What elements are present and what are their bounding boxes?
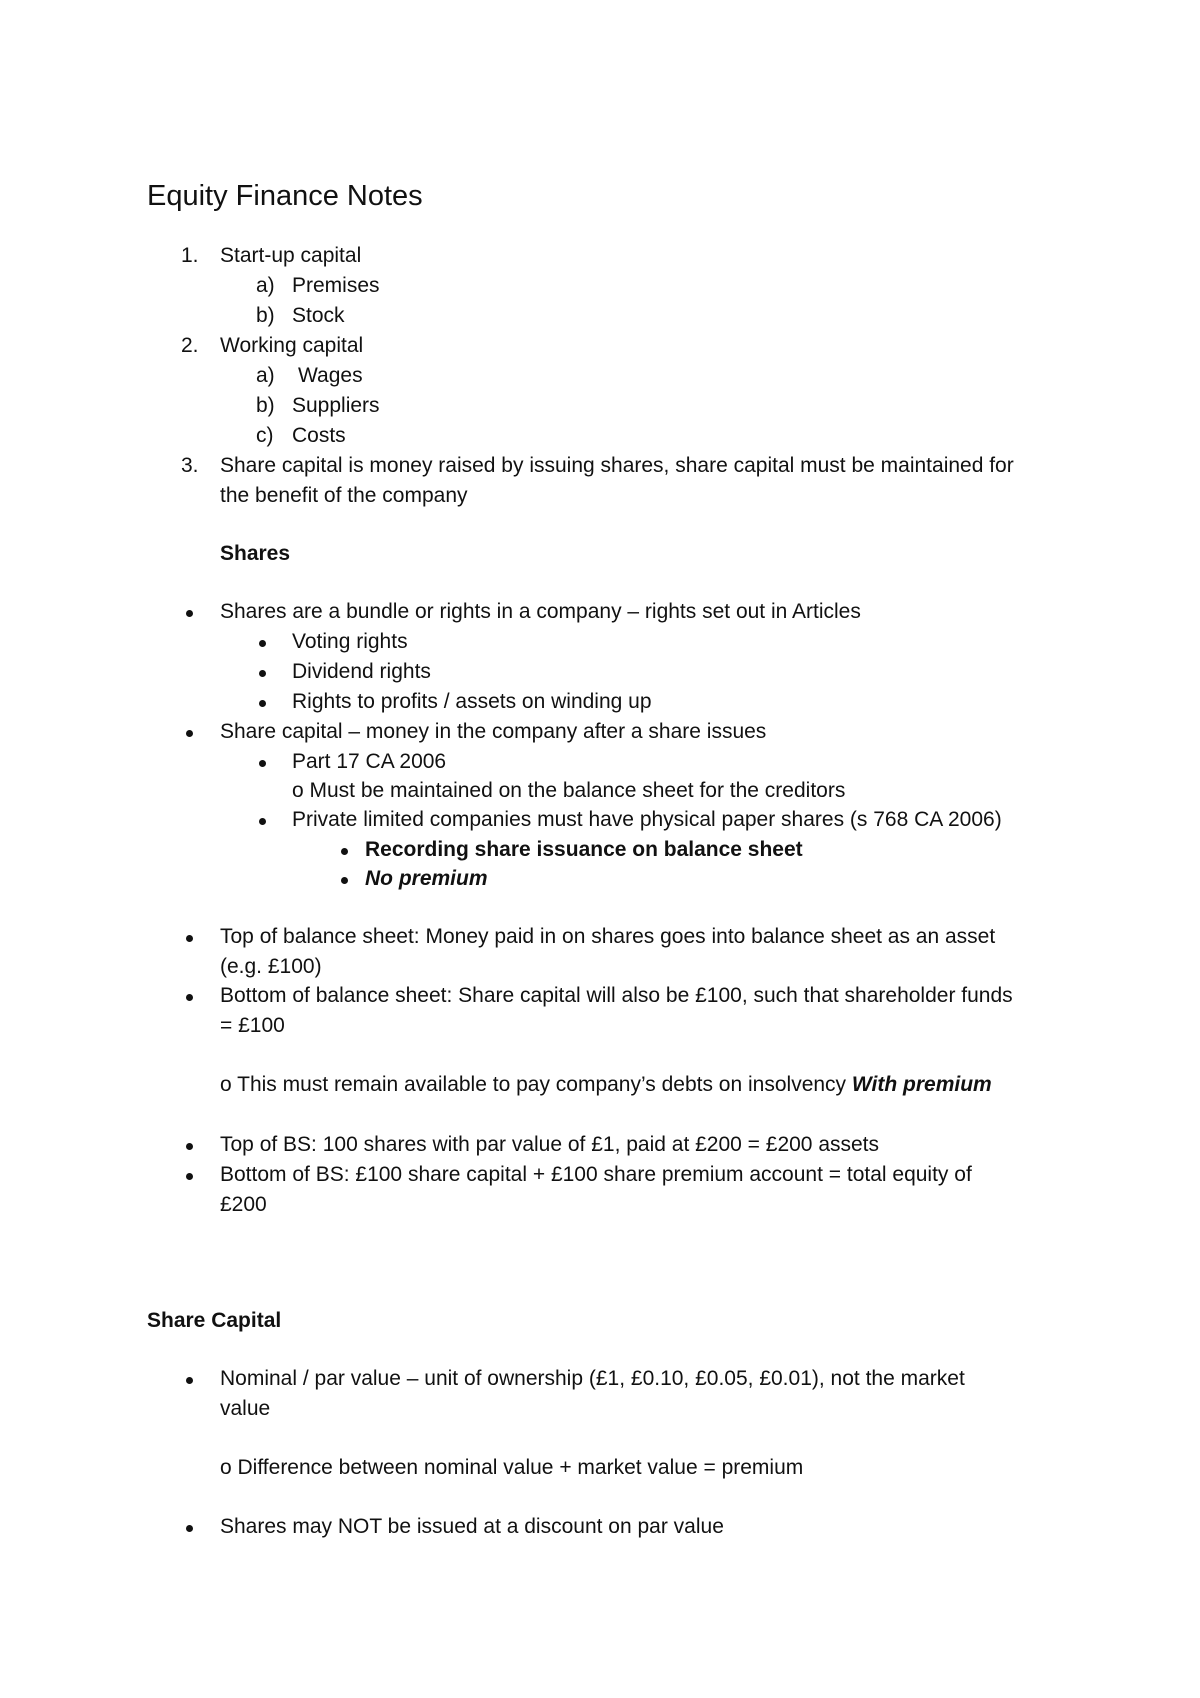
list-item: Private limited companies must have physical paper shares (s 768 CA 2006)	[292, 808, 1002, 831]
list-item: Bottom of BS: £100 share capital + £100 share premium account = total equity of	[220, 1163, 972, 1186]
list-item-continuation: the benefit of the company	[220, 484, 468, 507]
list-marker: 1.	[181, 244, 199, 267]
list-item-continuation: (e.g. £100)	[220, 955, 322, 978]
list-item-continuation: £200	[220, 1193, 267, 1216]
bullet-icon	[259, 640, 266, 647]
list-item: Wages	[298, 364, 363, 387]
list-item: Start-up capital	[220, 244, 362, 267]
bullet-icon	[186, 1173, 193, 1180]
list-item: Part 17 CA 2006	[292, 750, 447, 773]
list-item: Voting rights	[292, 630, 408, 653]
list-item: Shares may NOT be issued at a discount on par value	[220, 1515, 724, 1538]
sub-item: o Difference between nominal value + market value = premium	[220, 1456, 804, 1479]
list-marker: 3.	[181, 454, 199, 477]
list-item-continuation: value	[220, 1397, 271, 1420]
bullet-icon	[186, 1143, 193, 1150]
list-item: Rights to profits / assets on winding up	[292, 690, 652, 713]
list-marker: b)	[256, 394, 275, 417]
list-item-continuation: = £100	[220, 1014, 285, 1037]
list-item: Bottom of balance sheet: Share capital will also be £100, such that shareholder funds	[220, 984, 1013, 1007]
bullet-icon	[186, 730, 193, 737]
list-item: No premium	[365, 867, 488, 890]
list-item: Nominal / par value – unit of ownership (£1, £0.10, £0.05, £0.01), not the market	[220, 1367, 965, 1390]
bullet-icon	[186, 1377, 193, 1384]
sub-item: o Must be maintained on the balance sheet for the creditors	[292, 779, 846, 802]
list-item: Shares are a bundle or rights in a company – rights set out in Articles	[220, 600, 861, 623]
list-item: Premises	[292, 274, 380, 297]
bullet-icon	[186, 935, 193, 942]
list-item: Share capital is money raised by issuing shares, share capital must be maintained for	[220, 454, 1014, 477]
section-heading-share-capital: Share Capital	[147, 1309, 282, 1332]
bullet-icon	[259, 818, 266, 825]
list-item: Stock	[292, 304, 345, 327]
bullet-icon	[186, 1525, 193, 1532]
list-item: Top of BS: 100 shares with par value of £1, paid at £200 = £200 assets	[220, 1133, 880, 1156]
list-marker: c)	[256, 424, 274, 447]
sub-item	[220, 1070, 992, 1100]
note-emphasis: With premium	[851, 1073, 992, 1096]
list-item: Working capital	[220, 334, 364, 357]
list-item: Recording share issuance on balance sheet	[365, 838, 803, 861]
bullet-icon	[259, 700, 266, 707]
list-item: Costs	[292, 424, 346, 447]
list-marker: b)	[256, 304, 275, 327]
bullet-icon	[186, 610, 193, 617]
bullet-icon	[259, 670, 266, 677]
page-title: Equity Finance Notes	[147, 180, 423, 212]
list-item: Suppliers	[292, 394, 380, 417]
section-heading-shares: Shares	[220, 542, 291, 565]
bullet-icon	[341, 848, 348, 855]
list-marker: a)	[256, 274, 275, 297]
list-item: Dividend rights	[292, 660, 431, 683]
list-item: Share capital – money in the company after a share issues	[220, 720, 767, 743]
list-marker: a)	[256, 364, 275, 387]
list-marker: 2.	[181, 334, 199, 357]
bullet-icon	[186, 994, 193, 1001]
list-item: Top of balance sheet: Money paid in on shares goes into balance sheet as an asset	[220, 925, 996, 948]
note-text: o This must remain available to pay company’s debts on insolvency	[220, 1073, 852, 1096]
bullet-icon	[259, 760, 266, 767]
bullet-icon	[341, 877, 348, 884]
